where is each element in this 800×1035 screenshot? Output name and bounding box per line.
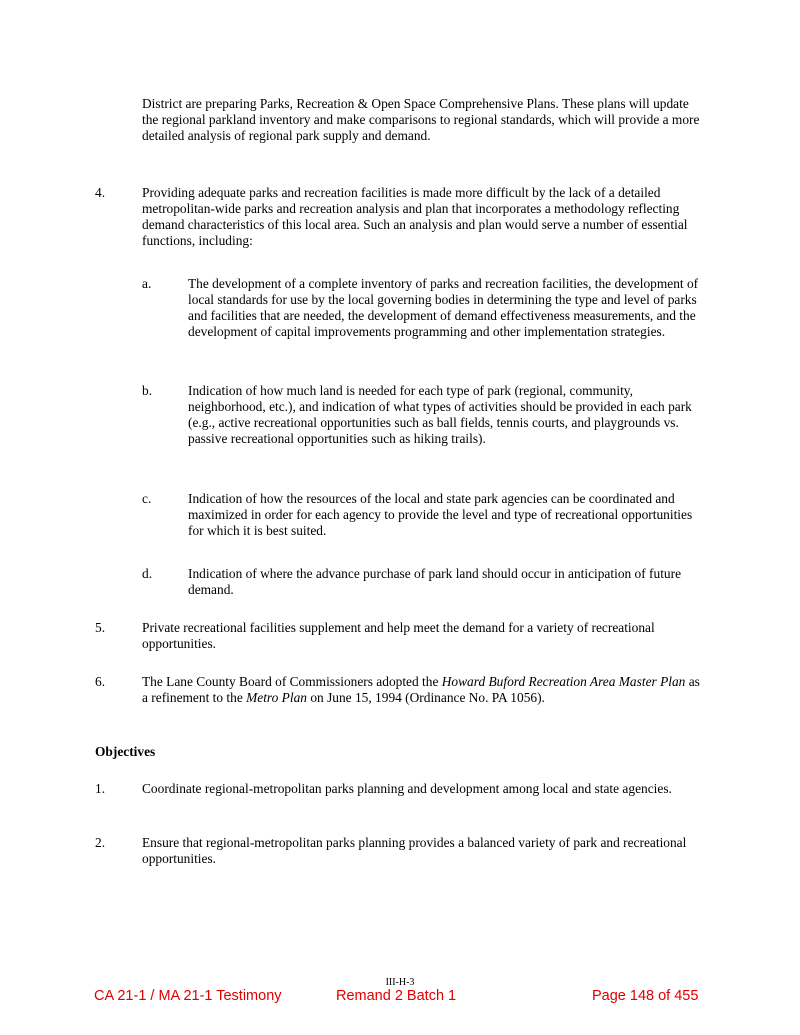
plan-title-italic: Howard Buford Recreation Area Master Plan xyxy=(441,674,686,689)
subitem-text: Indication of how much land is needed for each type of park (regional, community, neighborhood, etc.), and indication of what types of activities should be provided in each park (e.g., active recreational opportunities such as ball fields, tennis courts, and playgrounds vs. passive recreational opportunities such as hiking trails). xyxy=(188,383,692,446)
objective-number: 1. xyxy=(95,781,106,796)
footer-page-count: Page 148 of 455 xyxy=(592,988,699,1004)
item-number: 4. xyxy=(95,185,106,200)
objective-text: Coordinate regional-metropolitan parks planning and development among local and state agencies. xyxy=(142,781,672,796)
subitem-letter: a. xyxy=(142,276,152,291)
item6-text-part1: The Lane County Board of Commissioners adopted the xyxy=(142,674,442,689)
subitem-text: Indication of where the advance purchase of park land should occur in anticipation of future demand. xyxy=(188,566,682,597)
subitem-letter: d. xyxy=(142,566,153,581)
page-number: III-H-3 xyxy=(385,977,415,988)
item6-text-part3: on June 15, 1994 (Ordinance No. PA 1056). xyxy=(306,690,545,705)
subitem-letter: c. xyxy=(142,491,152,506)
objective-text: Ensure that regional-metropolitan parks planning provides a balanced variety of park and recreational opportunities. xyxy=(142,835,687,866)
footer-testimony-label: CA 21-1 / MA 21-1 Testimony xyxy=(94,988,282,1004)
intro-paragraph: District are preparing Parks, Recreation & Open Space Comprehensive Plans. These plans will update the regional parkland inventory and make comparisons to regional standards, which will provide a more detailed analysis of regional park supply and demand. xyxy=(142,96,700,143)
item-number: 5. xyxy=(95,620,106,635)
subitem-text: Indication of how the resources of the local and state park agencies can be coordinated and maximized in order for each agency to provide the level and type of recreational opportunities for which it is best suited. xyxy=(188,491,693,538)
plan-name-italic: Metro Plan xyxy=(246,690,307,705)
item-text-with-citations xyxy=(142,674,707,706)
item-text: Private recreational facilities supplement and help meet the demand for a variety of recreational opportunities. xyxy=(142,620,655,651)
item-text: Providing adequate parks and recreation facilities is made more difficult by the lack of a detailed metropolitan-wide parks and recreation analysis and plan that incorporates a methodology reflecting demand characteristics of this local area. Such an analysis and plan would serve a number of essential functions, including: xyxy=(142,185,688,248)
item6-text-part2: as a refinement to the xyxy=(142,674,700,705)
item-number: 6. xyxy=(95,674,106,689)
subitem-letter: b. xyxy=(142,383,153,398)
objectives-heading: Objectives xyxy=(95,744,156,759)
subitem-text: The development of a complete inventory of parks and recreation facilities, the development of local standards for use by the local governing bodies in determining the type and level of parks and facilities that are needed, the development of demand effectiveness measurements, and the development of capital improvements programming and other implementation strategies. xyxy=(188,276,699,339)
footer-batch-label: Remand 2 Batch 1 xyxy=(336,988,457,1004)
objective-number: 2. xyxy=(95,835,106,850)
